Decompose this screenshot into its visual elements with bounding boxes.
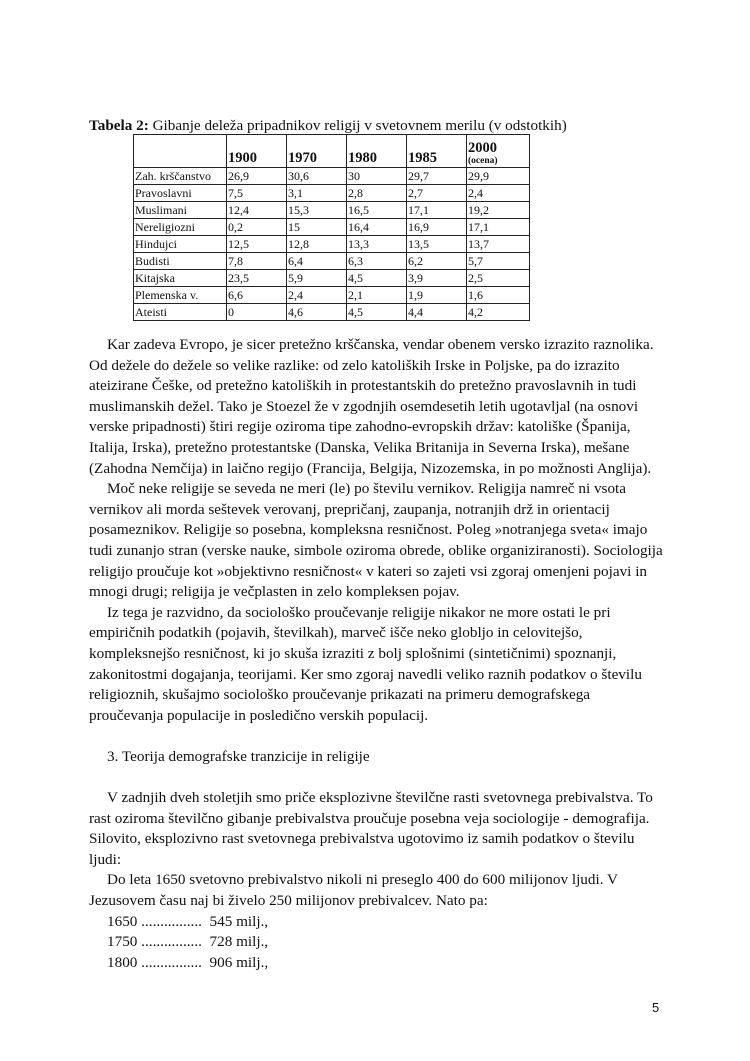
- table-row: [134, 236, 530, 253]
- cell-value: 4,4: [407, 304, 467, 321]
- population-list-item: 1800 ................ 906 milj.,: [107, 953, 269, 971]
- cell-value: 29,9: [467, 168, 530, 185]
- cell-value: 4,5: [347, 304, 407, 321]
- table-caption-label: Tabela 2:: [89, 117, 149, 134]
- cell-value: 6,3: [347, 253, 407, 270]
- religion-share-table: [133, 134, 530, 321]
- table-row: [134, 270, 530, 287]
- cell-value: 2,8: [347, 185, 407, 202]
- population-list-item: 1650 ................ 545 milj.,: [107, 912, 269, 930]
- table-caption-text: Gibanje deleža pripadnikov religij v svetovnem merilu (v odstotkih): [148, 117, 567, 134]
- table-caption: [89, 117, 567, 135]
- cell-value: 12,5: [227, 236, 287, 253]
- cell-value: 15,3: [287, 202, 347, 219]
- cell-value: 17,1: [407, 202, 467, 219]
- cell-value: 12,8: [287, 236, 347, 253]
- cell-value: 19,2: [467, 202, 530, 219]
- table-row: [134, 253, 530, 270]
- body-text: [89, 335, 664, 973]
- header-2000: [467, 135, 530, 168]
- cell-value: 1,9: [407, 287, 467, 304]
- cell-value: 6,4: [287, 253, 347, 270]
- cell-value: 12,4: [227, 202, 287, 219]
- cell-value: 2,1: [347, 287, 407, 304]
- header-2000-year: 2000: [468, 140, 497, 156]
- row-label: Ateisti: [134, 304, 227, 321]
- paragraph-sociological-study: Iz tega je razvidno, da sociološko proučevanje religije nikakor ne more ostati le pri empiričnih podatkih (pojavih, številkah), marveč išče neko globljo in celovitejšo, kompleksnejšo resničnost, ki jo skuša izraziti z bolj splošnimi (sintetičnimi) spoznanji, zakonitostmi dogajanja, teorijami. Ker smo zgoraj navedli veliko raznih podatkov o številu religioznih, skušajmo sociološko proučevanje prikazati na primeru demografskega proučevanja populacije in posledično verskih populacij.: [89, 603, 642, 724]
- cell-value: 16,9: [407, 219, 467, 236]
- cell-value: 4,5: [347, 270, 407, 287]
- cell-value: 3,9: [407, 270, 467, 287]
- cell-value: 16,5: [347, 202, 407, 219]
- cell-value: 0: [227, 304, 287, 321]
- row-label: Pravoslavni: [134, 185, 227, 202]
- cell-value: 30: [347, 168, 407, 185]
- header-empty: [134, 135, 227, 168]
- cell-value: 6,6: [227, 287, 287, 304]
- header-1985: 1985: [407, 135, 467, 168]
- cell-value: 15: [287, 219, 347, 236]
- cell-value: 7,5: [227, 185, 287, 202]
- cell-value: 16,4: [347, 219, 407, 236]
- row-label: Nereligiozni: [134, 219, 227, 236]
- table-row: [134, 168, 530, 185]
- cell-value: 5,7: [467, 253, 530, 270]
- cell-value: 7,8: [227, 253, 287, 270]
- cell-value: 13,7: [467, 236, 530, 253]
- cell-value: 4,6: [287, 304, 347, 321]
- cell-value: 17,1: [467, 219, 530, 236]
- row-label: Plemenska v.: [134, 287, 227, 304]
- row-label: Muslimani: [134, 202, 227, 219]
- paragraph-europe: Kar zadeva Evropo, je sicer pretežno krščanska, vendar obenem versko izrazito raznolika. Od dežele do dežele so velike razlike: od zelo katoliških Irske in Poljske, pa do izrazito ateizirane Češke, od pretežno katoliških in protestantskih do pretežno pravoslavnih in tudi muslimanskih dežel. Tako je Stoezel že v zgodnjih osemdesetih letih ugotavljal (na osnovi verske pripadnosti) štiri regije oziroma tipe zahodno-evropskih držav: katoliške (Španija, Italija, Irska), pretežno protestantske (Danska, Velika Britanija in Severna Irska), mešane (Zahodna Nemčija) in laično regijo (Francija, Belgija, Nizozemska, in po možnosti Anglija).: [89, 336, 654, 477]
- cell-value: 2,5: [467, 270, 530, 287]
- row-label: Budisti: [134, 253, 227, 270]
- section-heading: 3. Teorija demografske tranzicije in religije: [107, 747, 370, 765]
- header-2000-note: (ocena): [468, 156, 498, 166]
- cell-value: 6,2: [407, 253, 467, 270]
- cell-value: 1,6: [467, 287, 530, 304]
- spacer: [89, 767, 664, 788]
- cell-value: 2,4: [287, 287, 347, 304]
- cell-value: 2,7: [407, 185, 467, 202]
- row-label: Hindujci: [134, 236, 227, 253]
- cell-value: 26,9: [227, 168, 287, 185]
- header-1970: 1970: [287, 135, 347, 168]
- page-number: 5: [652, 1000, 660, 1015]
- row-label: Kitajska: [134, 270, 227, 287]
- paragraph-until-1650: Do leta 1650 svetovno prebivalstvo nikoli ni preseglo 400 do 600 milijonov ljudi. V Jezusovem času naj bi živelo 250 milijonov prebivalcev. Nato pa:: [89, 871, 618, 910]
- cell-value: 30,6: [287, 168, 347, 185]
- cell-value: 3,1: [287, 185, 347, 202]
- table-row: [134, 202, 530, 219]
- cell-value: 23,5: [227, 270, 287, 287]
- cell-value: 4,2: [467, 304, 530, 321]
- cell-value: 5,9: [287, 270, 347, 287]
- paragraph-power-of-religion: Moč neke religije se seveda ne meri (le) po številu vernikov. Religija namreč ni vsota vernikov ali morda seštevek verovanj, prepričanj, zaupanja, notranjih drž in orientacij posameznikov. Religije so posebna, kompleksna resničnost. Poleg »notranjega sveta« imajo tudi zunanjo stran (verske nauke, simbole oziroma obrede, oblike organiziranosti). Sociologija religijo proučuje kot »objektivno resničnost« v kateri so zajeti vsi zgoraj omenjeni pojavi in mnogi drugi; religija je večplasten in zelo kompleksen pojav.: [89, 480, 663, 601]
- header-1900: 1900: [227, 135, 287, 168]
- cell-value: 13,5: [407, 236, 467, 253]
- cell-value: 2,4: [467, 185, 530, 202]
- table-row: [134, 287, 530, 304]
- cell-value: 0,2: [227, 219, 287, 236]
- population-list-item: 1750 ................ 728 milj.,: [107, 933, 269, 951]
- cell-value: 13,3: [347, 236, 407, 253]
- paragraph-population-growth: V zadnjih dveh stoletjih smo priče eksplozivne številčne rasti svetovnega prebivalstva. To rast oziroma številčno gibanje prebivalstva proučuje posebna veja sociologije - demografija. Silovito, eksplozivno rast svetovnega prebivalstva ugotovimo iz samih podatkov o številu ljudi:: [89, 789, 653, 868]
- spacer: [89, 726, 664, 747]
- row-label: Zah. krščanstvo: [134, 168, 227, 185]
- table-row: [134, 185, 530, 202]
- table-header-row: [134, 135, 530, 168]
- cell-value: 29,7: [407, 168, 467, 185]
- table-row: [134, 219, 530, 236]
- header-1980: 1980: [347, 135, 407, 168]
- table-row: [134, 304, 530, 321]
